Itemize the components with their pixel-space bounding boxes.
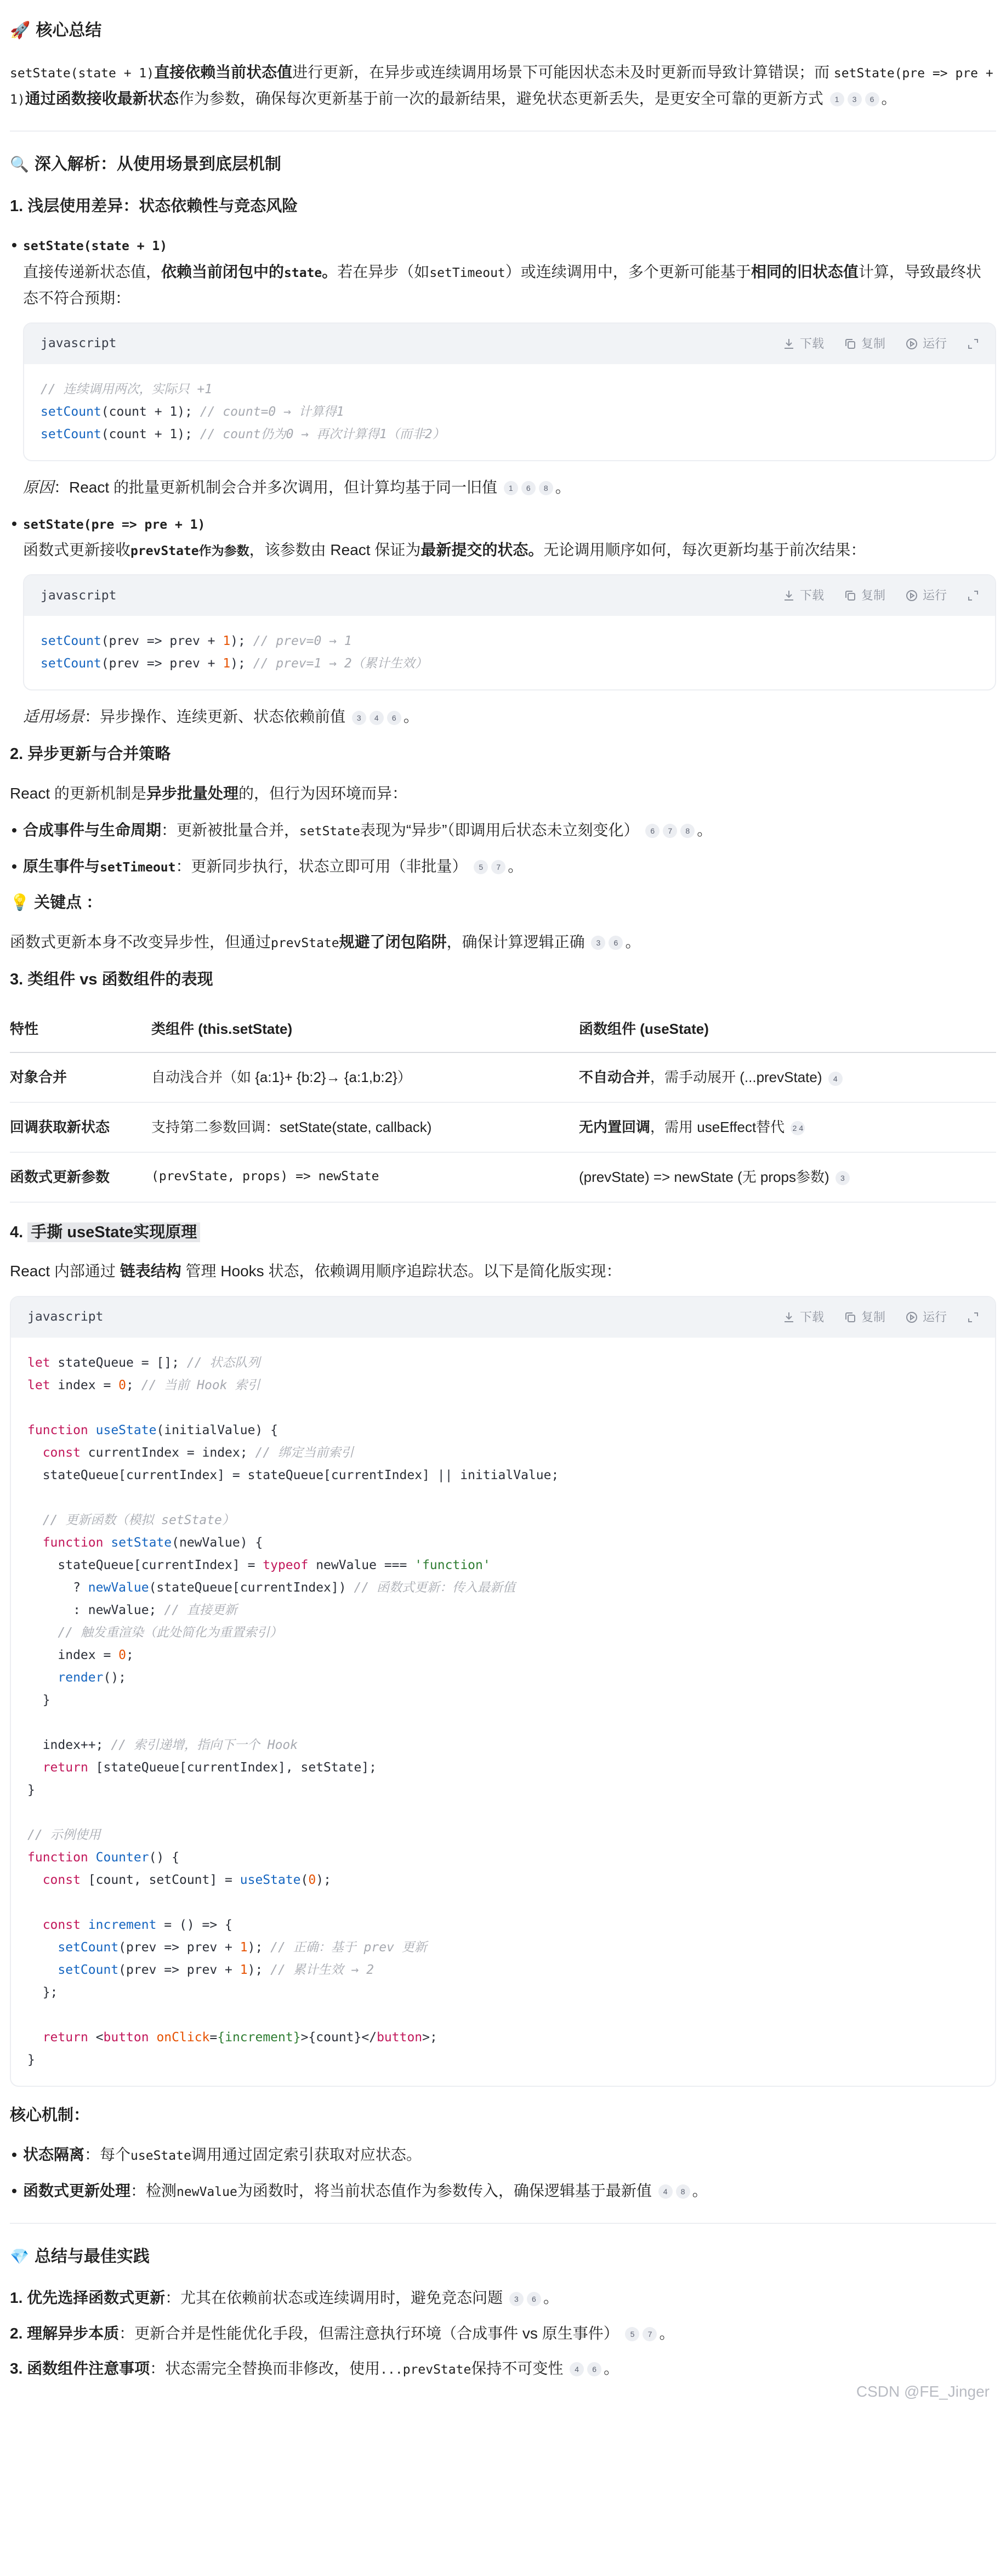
merge-paragraph: React 的更新机制是异步批量处理的，但行为因环境而异：: [10, 785, 407, 802]
copy-icon: [844, 1311, 857, 1324]
code-content: let stateQueue = []; // 状态队列 let index = 0; // 当前 Hook 索引 function useState(initialValue) { const currentIndex = index; // 绑定当前索引 stateQueue[currentIndex] = stateQueue[currentIndex] || initialValue; // 更新函数（模拟 setState） function setState(newValue) { stateQueue[currentIndex] = typeof newValue === 'function' ? newValue(stateQueue[currentIndex]) // 函数式更新：传入最新值 : newValue; // 直接更新 // 触发重渲染（此处简化为重置索引） index = 0; render(); } index++; // 索引递增，指向下一个 Hook return [stateQueue[currentIndex], setState]; } // 示例使用 function Counter() { const [count, setCount] = useState(0); const increment = () => { setCount(prev => prev + 1); // 正确：基于 prev 更新 setCount(prev => prev + 1); // 累计生效 → 2 }; return <button onClick={increment}>{count}</button>; }: [27, 1355, 559, 2067]
download-icon: [782, 337, 795, 350]
citation-group: 3 4 6: [352, 711, 401, 725]
citation-group: 4 6: [570, 2362, 601, 2376]
impl-paragraph: React 内部通过 链表结构 管理 Hooks 状态，依赖调用顺序追踪状态。以下是简化版实现：: [10, 1262, 622, 1280]
code-toolbar: [24, 324, 995, 364]
run-button[interactable]: 运行: [905, 1307, 947, 1328]
citation-group: 3 6: [591, 936, 623, 950]
deep-heading: 🔍 深入解析：从使用场景到底层机制: [10, 150, 996, 179]
summary-paragraph: setState(state + 1)直接依赖当前状态值进行更新，在异步或连续调用场景下可能因状态未及时更新而导致计算错误；而 setState(pre => pre + 1)通过函数接收最新状态作为参数，确保每次更新基于前一次的最新结果，避免状态更新丢失，是更安全可靠的更新方式 1 3 6 。: [10, 63, 993, 107]
magnifier-icon: 🔍: [10, 155, 29, 173]
table-row: 对象合并 自动浅合并（如 {a:1}+ {b:2}→ {a:1,b:2}） 不自动合并，需手动展开 (...prevState) 4: [10, 1052, 996, 1102]
list-item: 3. 函数组件注意事项：状态需完全替换而非修改，使用...prevState保持不可变性 4 6 。: [10, 2359, 619, 2377]
list-item: 原生事件与setTimeout：更新同步执行，状态立即可用（非批量） 5 7 。: [10, 853, 996, 880]
code-block: [23, 322, 996, 461]
download-button[interactable]: 下载: [782, 333, 824, 354]
list-item: 状态隔离：每个useState调用通过固定索引获取对应状态。: [10, 2142, 996, 2168]
copy-icon: [844, 589, 857, 602]
code-toolbar: [24, 575, 995, 616]
expand-icon[interactable]: [967, 589, 980, 602]
best-practice-list: [10, 2285, 996, 2381]
code-language: javascript: [41, 336, 117, 351]
code-language: javascript: [27, 1309, 104, 1324]
section-4-heading: 4. 手撕 useState实现原理: [10, 1219, 996, 1247]
divider: [10, 2223, 996, 2224]
list-item: 合成事件与生命周期：更新被批量合并，setState表现为“异步”（即调用后状态未立刻变化） 6 7 8 。: [10, 817, 996, 843]
reason-note: 原因：React 的批量更新机制会合并多次调用，但计算均基于同一旧值 1 6 8 。: [23, 478, 571, 496]
download-button[interactable]: 下载: [782, 1307, 824, 1328]
list-item: setState(pre => pre + 1) 函数式更新接收prevState作为参数，该参数由 React 保证为最新提交的状态。无论调用顺序如何，每次更新均基于前次结果： javascript 下载 复制 运行 setCount(prev => prev + 1); // prev=0 → 1 setCount(prev => prev + 1); // prev=1 → 2（累计生效） 适用场景：异步操作、连续更新、状态依赖前值 3 4 6 。: [10, 511, 996, 730]
summary-heading: 🚀 核心总结: [10, 16, 996, 45]
citation-group: 1 3 6: [830, 92, 879, 106]
code-content: // 连续调用两次，实际只 +1 setCount(count + 1); // count=0 → 计算得1 setCount(count + 1); // count仍为0 → 再次计算得1（而非2）: [41, 382, 445, 441]
citation-group: 3 6: [509, 2292, 541, 2306]
table-header-row: 特性 类组件 (this.setState) 函数组件 (useState): [10, 1006, 996, 1053]
gem-icon: 💎: [10, 2247, 29, 2265]
run-icon: [905, 1311, 918, 1324]
key-point-heading: 💡 关键点 ：: [10, 890, 996, 917]
copy-button[interactable]: 复制: [844, 585, 885, 606]
table-row: 回调获取新状态 支持第二参数回调：setState(state, callback) 无内置回调，需用 useEffect替代 2 4: [10, 1102, 996, 1152]
table-row: 函数式更新参数 (prevState, props) => newState (prevState) => newState (无 props参数) 3: [10, 1152, 996, 1202]
list-item: 2. 理解异步本质：更新合并是性能优化手段，但需注意执行环境（合成事件 vs 原生事件） 5 7 。: [10, 2324, 675, 2342]
list-item: 函数式更新处理：检测newValue为函数时，将当前状态值作为参数传入，确保逻辑基于最新值 4 8 。: [10, 2178, 996, 2204]
code-language: javascript: [41, 588, 117, 603]
copy-button[interactable]: 复制: [844, 333, 885, 354]
run-button[interactable]: 运行: [905, 585, 947, 606]
divider: [10, 131, 996, 132]
usage-list: [10, 232, 996, 730]
copy-button[interactable]: 复制: [844, 1307, 885, 1328]
best-practice-heading: 💎 总结与最佳实践: [10, 2243, 996, 2271]
run-button[interactable]: 运行: [905, 333, 947, 354]
run-icon: [905, 589, 918, 602]
list-item: setState(state + 1) 直接传递新状态值，依赖当前闭包中的state。若在异步（如setTimeout）或连续调用中，多个更新可能基于相同的旧状态值计算，导致最终状态不符合预期： javascript 下载 复制 运行 // 连续调用两次，实际只 +1 setCount(count + 1); // count=0 → 计算得1 setCount(count + 1); // count仍为0 → 再次计算得1（而非2） 原因：React 的批量更新机制会合并多次调用，但计算均基于同一旧值 1 6 8 。: [10, 232, 996, 501]
comparison-table: [10, 1006, 996, 1203]
citation-group: 1 6 8: [504, 481, 553, 495]
download-icon: [782, 589, 795, 602]
copy-icon: [844, 337, 857, 350]
core-heading: 核心机制：: [10, 2106, 90, 2124]
code-toolbar: [11, 1297, 995, 1338]
code-block: [10, 1296, 996, 2087]
expand-icon[interactable]: [967, 1311, 980, 1324]
citation-group: 6 7 8: [645, 824, 695, 838]
citation-group: 4 8: [658, 2184, 690, 2199]
code-block: [23, 574, 996, 690]
expand-icon[interactable]: [967, 337, 980, 350]
section-1-heading: 1. 浅层使用差异：状态依赖性与竞态风险: [10, 197, 298, 215]
merge-list: [10, 817, 996, 880]
rocket-icon: 🚀: [10, 21, 31, 39]
download-icon: [782, 1311, 795, 1324]
list-item: 1. 优先选择函数式更新：尤其在依赖前状态或连续调用时，避免竞态问题 3 6 。: [10, 2289, 559, 2307]
code-content: setCount(prev => prev + 1); // prev=0 → 1 setCount(prev => prev + 1); // prev=1 → 2（累计生效）: [41, 634, 428, 671]
scene-note: 适用场景：异步操作、连续更新、状态依赖前值 3 4 6 。: [23, 708, 419, 726]
key-point-paragraph: 函数式更新本身不改变异步性，但通过prevState规避了闭包陷阱，确保计算逻辑正确 3 6 。: [10, 933, 641, 950]
section-3-heading: 3. 类组件 vs 函数组件的表现: [10, 970, 213, 988]
citation-group: 5 7: [474, 860, 505, 874]
citation-group: 5 7: [625, 2327, 657, 2341]
core-list: [10, 2142, 996, 2204]
watermark: CSDN @FE_Jinger: [856, 2382, 990, 2400]
download-button[interactable]: 下载: [782, 585, 824, 606]
section-2-heading: 2. 异步更新与合并策略: [10, 745, 171, 763]
run-icon: [905, 337, 918, 350]
bulb-icon: 💡: [10, 893, 30, 911]
